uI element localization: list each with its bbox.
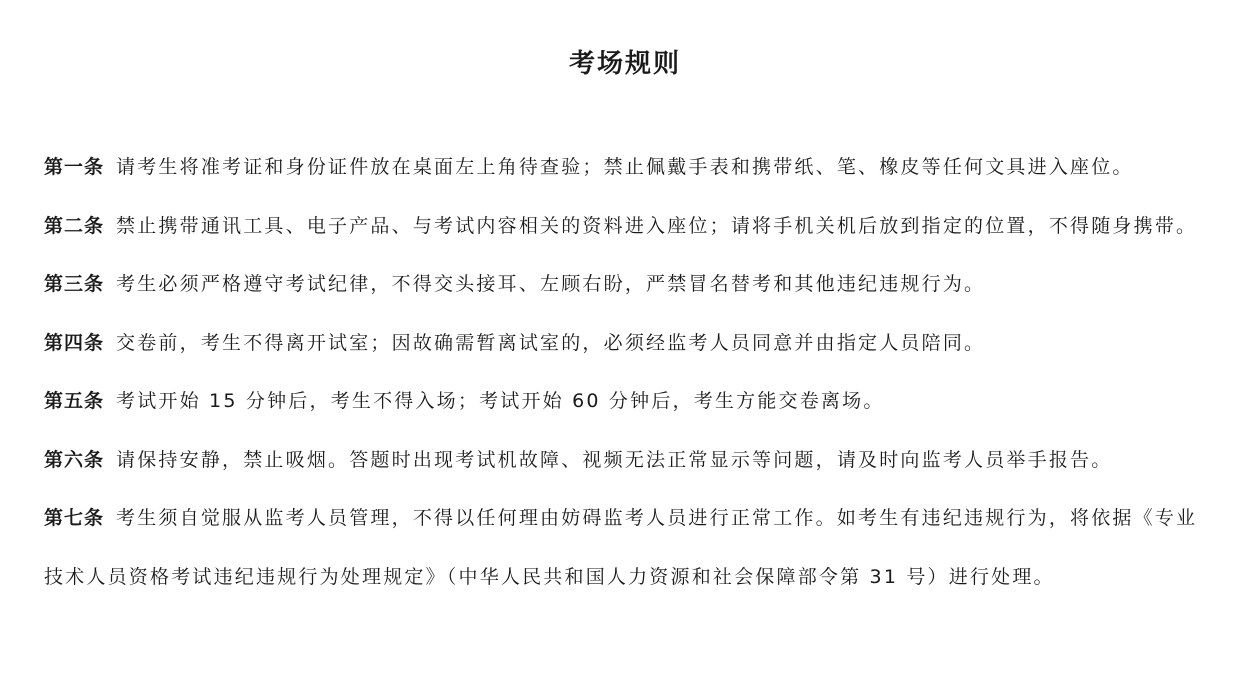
rule-label: 第二条: [44, 214, 105, 237]
rule-item-2: [44, 197, 1214, 256]
rule-item-7: [44, 489, 1214, 606]
rule-label: 第四条: [44, 331, 105, 354]
rule-text: 考生必须严格遵守考试纪律，不得交头接耳、左顾右盼，严禁冒名替考和其他违纪违规行为。: [116, 273, 986, 295]
rule-label: 第七条: [44, 507, 105, 529]
rule-item-5: [44, 372, 1214, 431]
rule-text: 请考生将准考证和身份证件放在桌面左上角待查验；禁止佩戴手表和携带纸、笔、橡皮等任何文具进入座位。: [116, 156, 1134, 178]
rule-label: 第五条: [44, 390, 105, 412]
rule-text: 交卷前，考生不得离开试室；因故确需暂离试室的，必须经监考人员同意并由指定人员陪同。: [116, 331, 986, 354]
rule-label: 第六条: [44, 448, 105, 471]
rule-text: 禁止携带通讯工具、电子产品、与考试内容相关的资料进入座位；请将手机关机后放到指定的位置，不得随身携带。: [116, 214, 1198, 237]
rule-label: 第三条: [44, 273, 105, 295]
rule-text: 请保持安静，禁止吸烟。答题时出现考试机故障、视频无法正常显示等问题，请及时向监考人员举手报告。: [116, 448, 1113, 471]
rule-item-4: [44, 314, 1214, 373]
rule-label: 第一条: [44, 156, 105, 178]
rule-text: 考生须自觉服从监考人员管理，不得以任何理由妨碍监考人员进行正常工作。如考生有违纪违规行为，将依据《专业技术人员资格考试违纪违规行为处理规定》（中华人民共和国人力资源和社会保障部令第 31 号）进行处理。: [44, 507, 1198, 588]
rule-item-6: [44, 431, 1214, 490]
rule-item-3: [44, 255, 1214, 314]
rule-item-1: [44, 138, 1214, 197]
rule-text: 考试开始 15 分钟后，考生不得入场；考试开始 60 分钟后，考生方能交卷离场。: [116, 390, 885, 412]
rules-list: [44, 138, 1214, 606]
document-title: 考场规则: [568, 49, 681, 79]
